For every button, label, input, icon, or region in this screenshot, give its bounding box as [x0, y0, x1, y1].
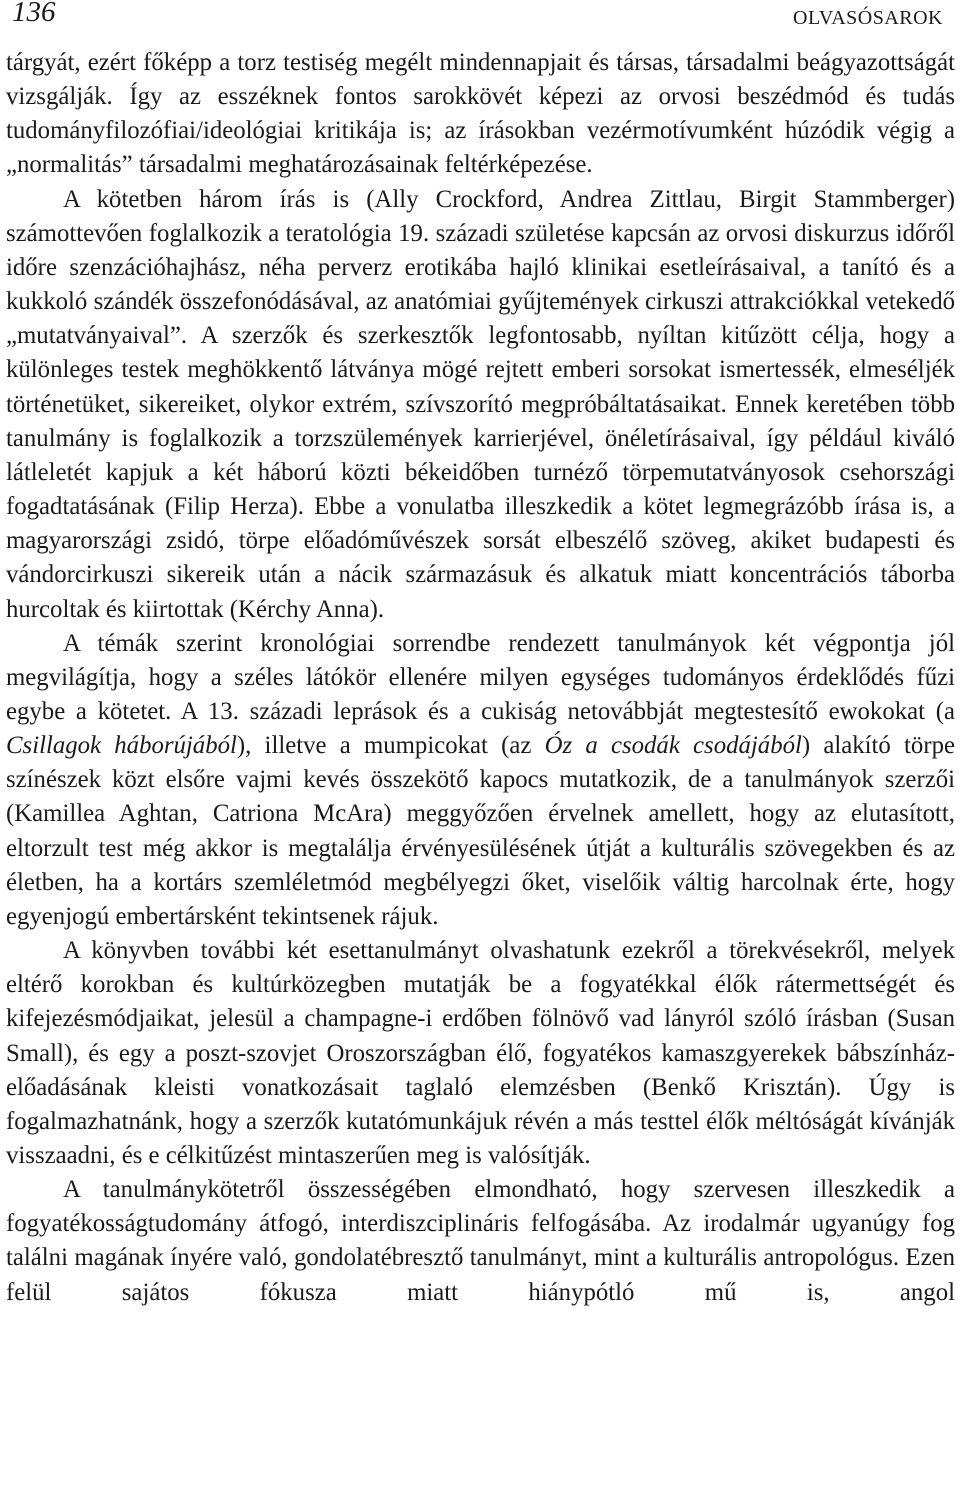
paragraph-2: A kötetben három írás is (Ally Crockford, Andrea Zittlau, Birgit Stammberger) számottevően foglalkozik a teratológia 19. századi születése kapcsán az orvosi diskurzus időről időre szenzációhajhász, néha perverz erotikába hajló klinikai esetleírásaival, a tanító és a kukkoló szándék összefonódásával, az anatómiai gyűjtemények cirkuszi attrakciókkal vetekedő „mutatványaival”. A szerzők és szerkesztők legfontosabb, nyíltan kitűzött célja, hogy a különleges testek meghökkentő látványa mögé rejtett emberi sorsokat ismertessék, elmeséljék történetüket, sikereiket, olykor extrém, szívszorító megpróbáltatásaikat. Ennek keretében több tanulmány is foglalkozik a torzszülemények karrierjével, önéletírásaival, így például kiváló látleletét kapjuk a két háború közti békeidőben turnéző törpemutatványosok csehországi fogadtatásának (Filip Herza). Ebbe a vonulatba illeszkedik a kötet legmegrázóbb írása is, a magyarországi zsidó, törpe előadóművészek sorsát elbeszélő szöveg, akiket budapesti és vándorcirkuszi sikereik után a nácik származásuk és alkatuk miatt koncentrációs táborba hurcoltak és kiirtottak (Kérchy Anna).	[6, 185, 955, 623]
paragraph-4: A könyvben további két esettanulmányt olvashatunk ezekről a törekvésekről, melyek eltérő korokban és kultúrközegben mutatják be a fogyatékkal élők rátermettségét és kifejezésmódjaikat, jelesül a champagne-i erdőben fölnövő vad lányról szóló írásban (Susan Small), és egy a poszt-szovjet Oroszországban élő, fogyatékos kamaszgyerekek bábszínház-előadásának kleisti vonatkozásait taglaló elemzésben (Benkő Krisztán). Úgy is fogalmazhatnánk, hogy a szerzők kutatómunkájuk révén a más testtel élők méltóságát kívánják visszaadni, és e célkitűzést mintaszerűen meg is valósítják.	[6, 937, 955, 1169]
page-number: 136	[12, 0, 56, 28]
paragraph-3-text-before: A témák szerint kronológiai sorrendbe rendezett tanulmányok két végpontja jól megvilágítja, hogy a széles látókör ellenére milyen egységes tudományos érdeklődés fűzi egybe a kötetet. A 13. századi leprások és a cukiság netovábbját megtestesítő ewokokat (a	[6, 629, 955, 725]
paragraph-1: tárgyát, ezért főképp a torz testiség megélt mindennapjait és társas, társadalmi beágyazottságát vizsgálják. Így az esszéknek fontos sarokkövét képezi az orvosi beszédmód és tudás tudományfilozófiai/ideológiai kritikája is; az írásokban vezérmotívumként húzódik végig a „normalitás” társadalmi meghatározásainak feltérképezése.	[6, 49, 955, 179]
running-head	[6, 0, 955, 46]
journal-name: OLVASÓSAROK	[793, 7, 943, 29]
film-title-star-wars: Csillagok háborújából	[6, 732, 237, 760]
paragraph-5: A tanulmánykötetről összességében elmondható, hogy szervesen illeszkedik a fogyatékosságtudomány átfogó, interdiszciplináris felfogásába. Az irodalmár ugyanúgy fog találni magának ínyére való, gondolatébresztő tanulmányt, mint a kulturális antropológus. Ezen felül sajátos fókusza miatt hiánypótló mű is, angol	[6, 1176, 955, 1306]
paragraph-3-text-middle: ), illetve a mumpicokat (az	[236, 732, 545, 760]
article-body	[6, 46, 955, 1310]
paragraph-3	[6, 627, 955, 934]
paragraph-3-text-after: ) alakító törpe színészek közt elsőre vajmi kevés összekötő kapocs mutatkozik, de a tanulmányok szerzői (Kamillea Aghtan, Catriona McAra) meggyőzően érvelnek amellett, hogy az elutasított, eltorzult test még akkor is megtalálja érvényesülésének útját a kulturális szövegekben és az életben, ha a kortárs szemléletmód megbélyegzi őket, viselőik váltig harcolnak érte, hogy egyenjogú embertársként tekintsenek rájuk.	[6, 732, 955, 930]
film-title-wizard-of-oz: Óz a csodák csodájából	[544, 732, 802, 760]
